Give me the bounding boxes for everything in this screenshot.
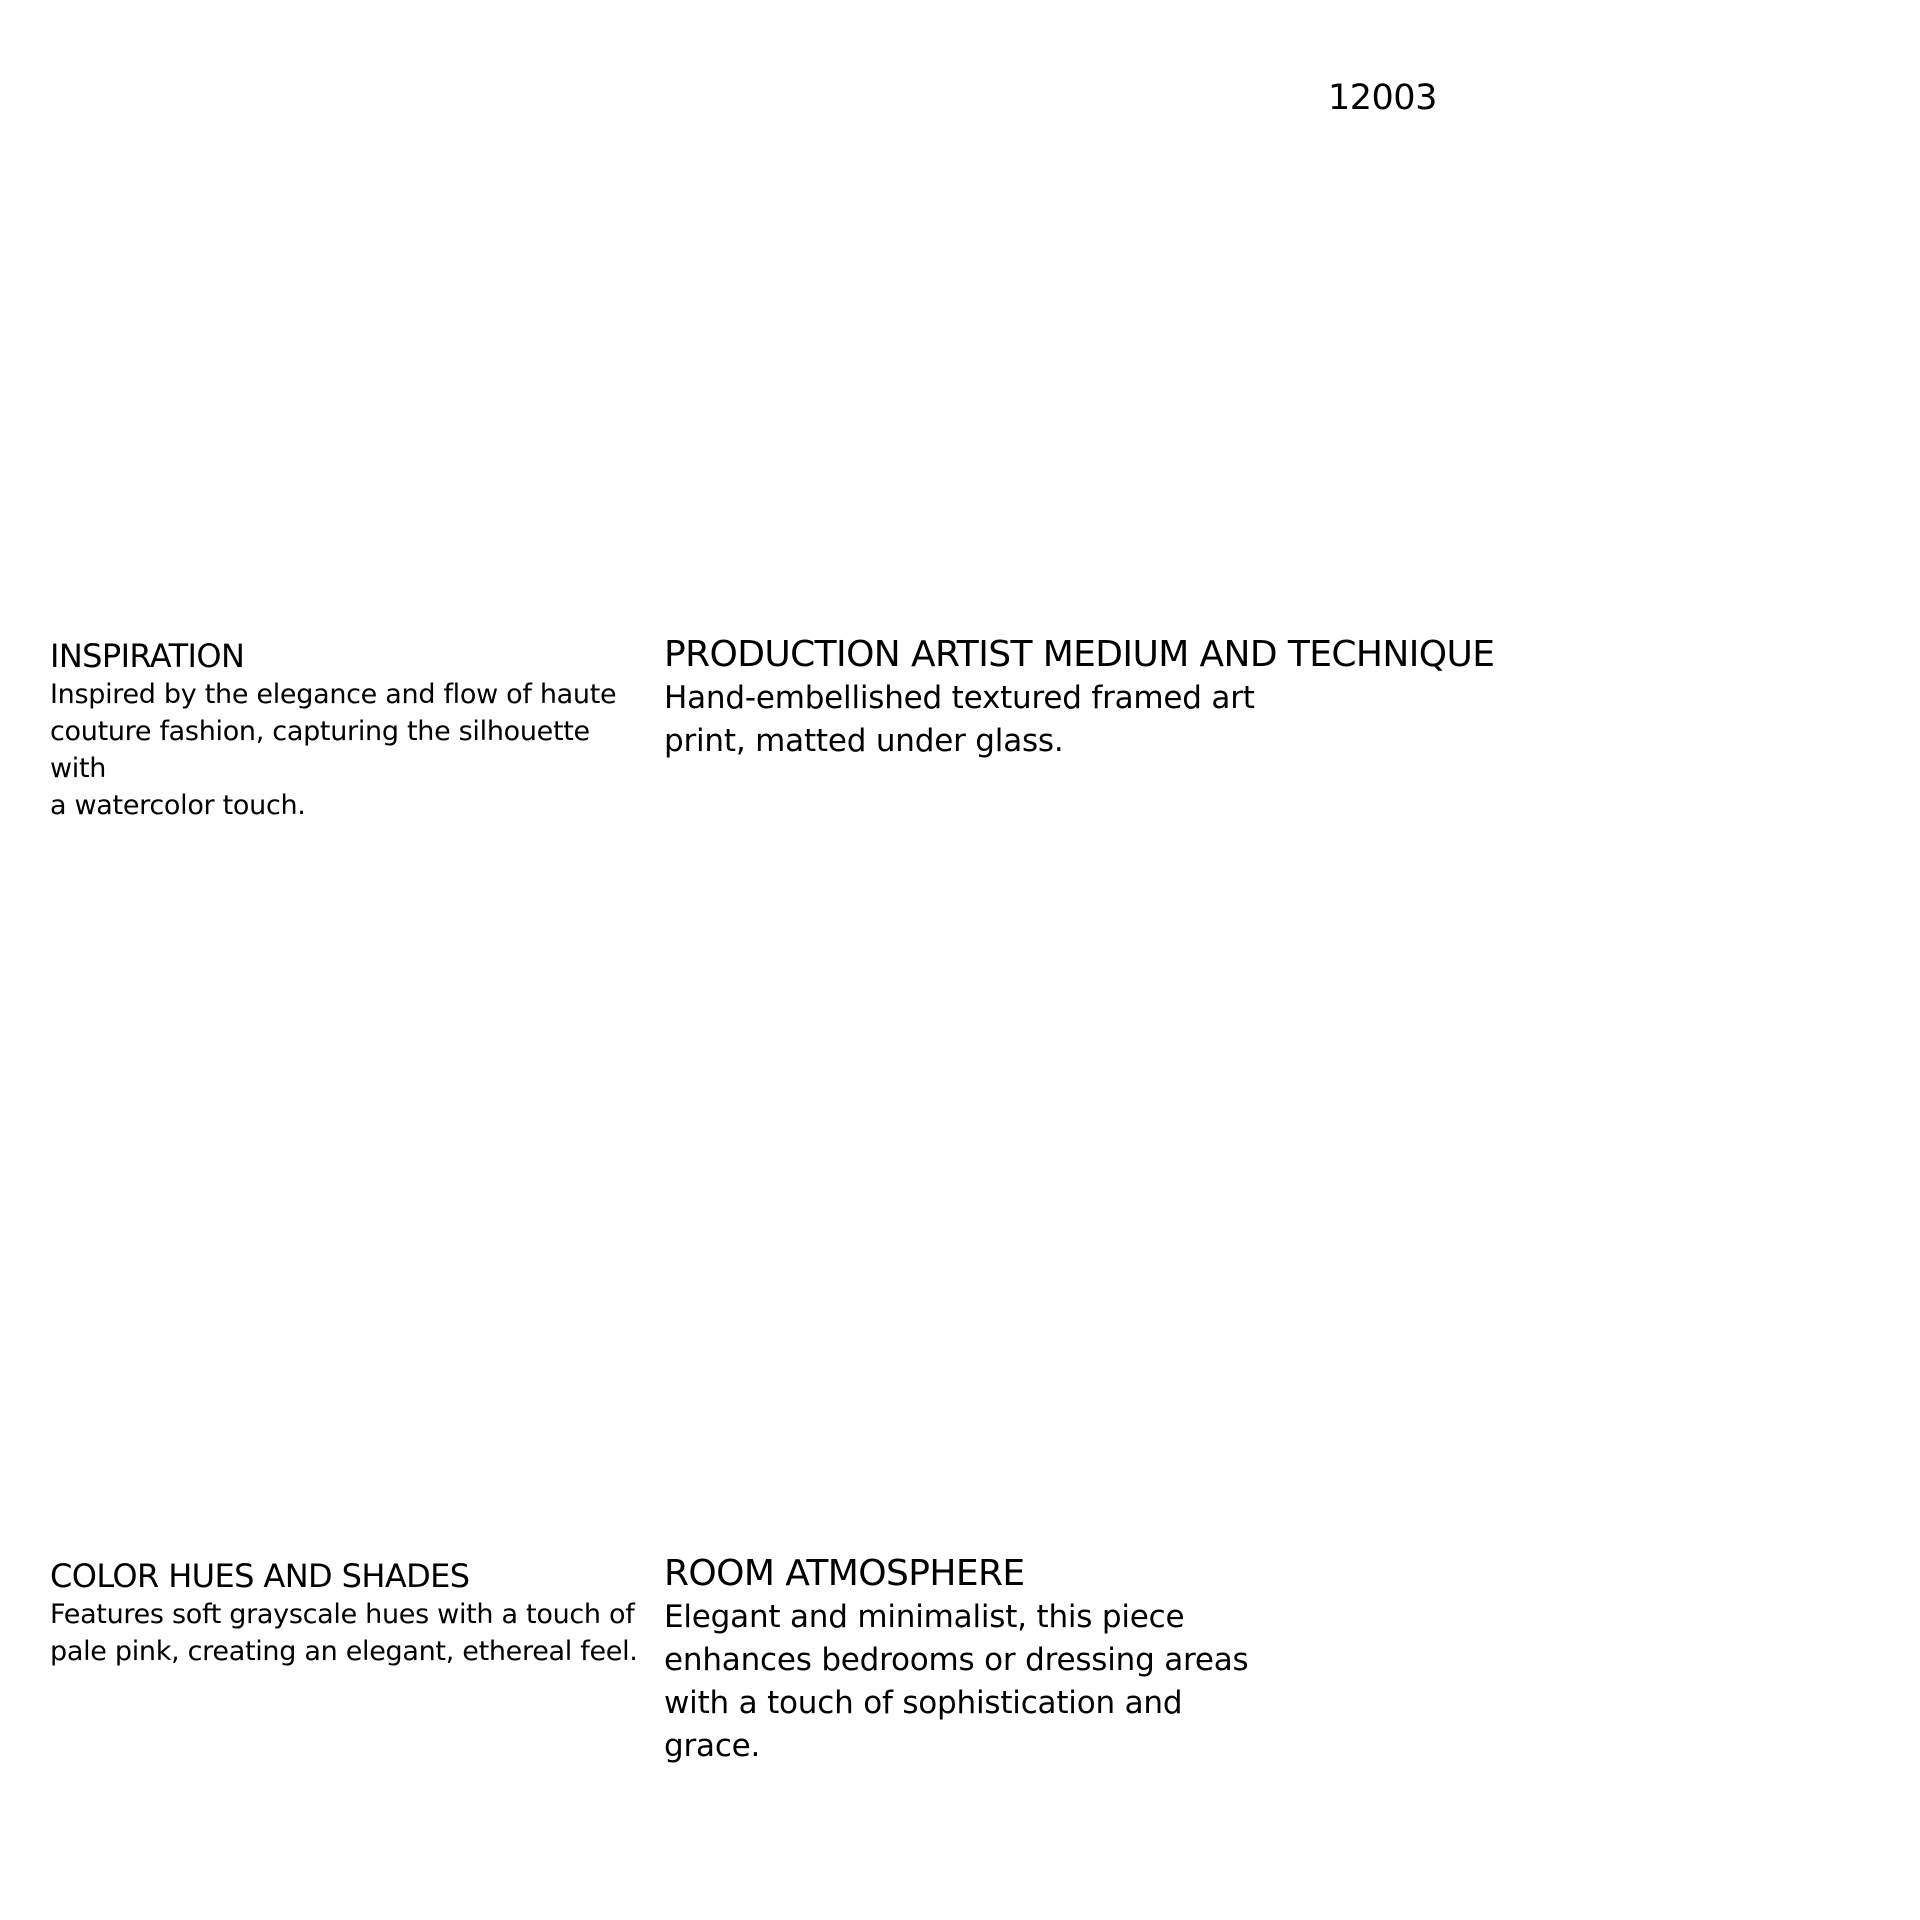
medium-technique-section xyxy=(664,633,1564,763)
item-number: 12003 xyxy=(1328,78,1437,118)
inspiration-text: Inspired by the elegance and flow of haute couture fashion, capturing the silhouette with a watercolor touch. xyxy=(50,679,617,821)
color-hues-section xyxy=(50,1556,650,1670)
room-atmosphere-text: Elegant and minimalist, this piece enhances bedrooms or dressing areas with a touch of sophistication and grace. xyxy=(664,1599,1249,1764)
room-atmosphere-heading: ROOM ATMOSPHERE xyxy=(664,1553,1025,1594)
medium-technique-heading: PRODUCTION ARTIST MEDIUM AND TECHNIQUE xyxy=(664,634,1495,675)
inspiration-heading: INSPIRATION xyxy=(50,637,245,675)
color-hues-text: Features soft grayscale hues with a touch of pale pink, creating an elegant, ethereal feel. xyxy=(50,1599,638,1667)
room-atmosphere-section xyxy=(664,1552,1564,1768)
color-hues-heading: COLOR HUES AND SHADES xyxy=(50,1557,470,1595)
inspiration-section xyxy=(50,636,650,824)
medium-technique-text: Hand-embellished textured framed art print, matted under glass. xyxy=(664,680,1255,759)
